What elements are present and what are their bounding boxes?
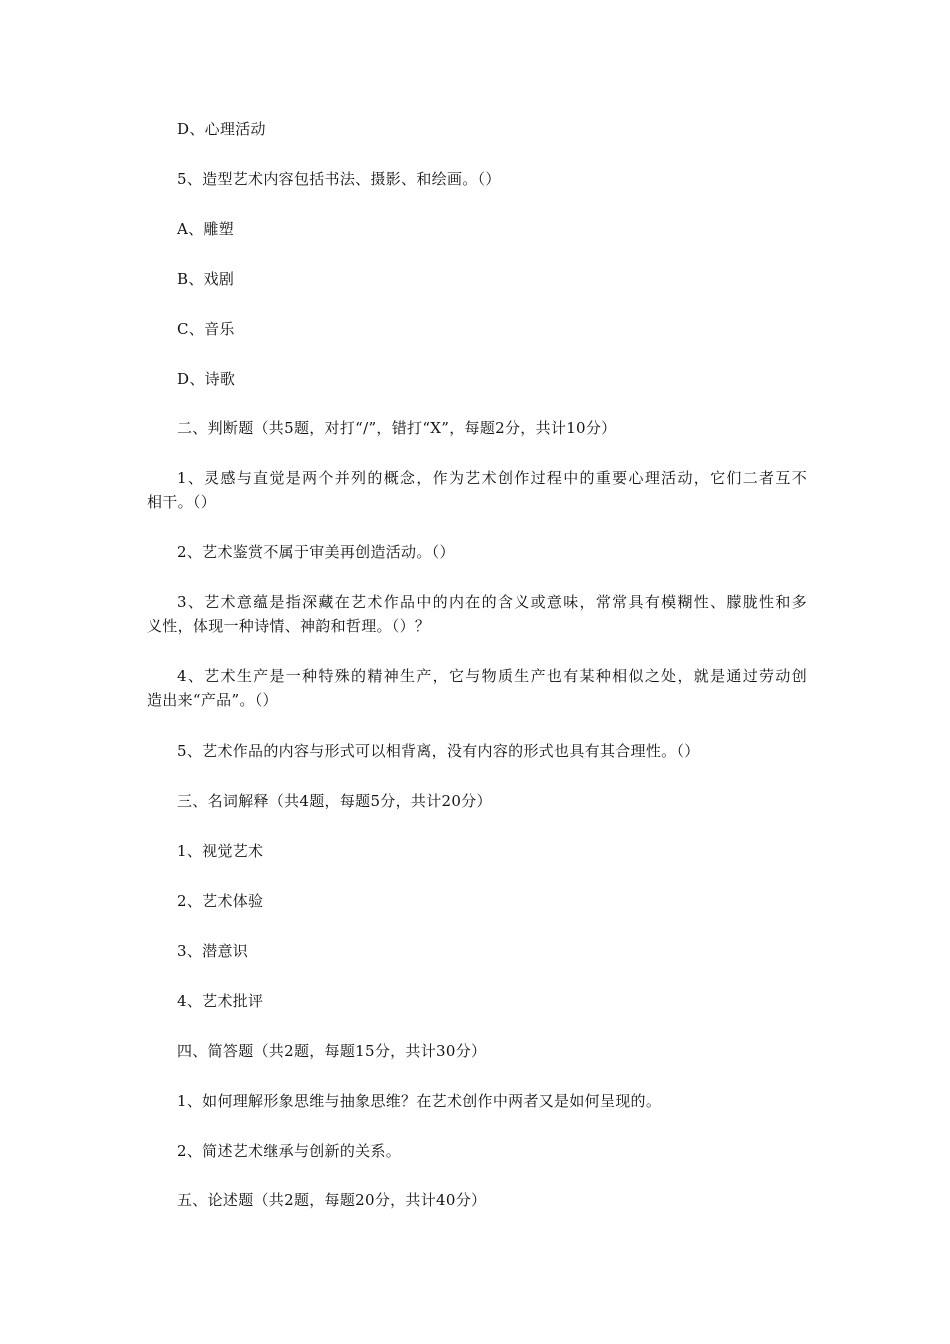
- term-1-visual-art: 1、视觉艺术: [177, 842, 264, 860]
- judge-question-4-line-1: 4、艺术生产是一种特殊的精神生产，它与物质生产也有某种相似之处，就是通过劳动创: [177, 667, 807, 685]
- judge-question-4: [147, 664, 807, 712]
- option-b-drama: B、戏剧: [177, 270, 235, 288]
- term-4-art-criticism: 4、艺术批评: [177, 992, 264, 1010]
- judge-question-4-line-2: 造出来“产品”。（）: [147, 691, 278, 709]
- judge-question-5: 5、艺术作品的内容与形式可以相背离，没有内容的形式也具有其合理性。（）: [177, 742, 700, 760]
- section-4-heading: 四、简答题（共2题，每题15分，共计30分）: [177, 1042, 487, 1060]
- option-a-sculpture: A、雕塑: [177, 220, 235, 238]
- section-2-heading: 二、判断题（共5题，对打“/”，错打“X”，每题2分，共计10分）: [177, 419, 617, 437]
- section-3-heading: 三、名词解释（共4题，每题5分，共计20分）: [177, 792, 492, 810]
- short-answer-2: 2、简述艺术继承与创新的关系。: [177, 1142, 402, 1160]
- judge-question-1-line-1: 1、灵感与直觉是两个并列的概念，作为艺术创作过程中的重要心理活动，它们二者互不: [177, 469, 807, 487]
- judge-question-2: 2、艺术鉴赏不属于审美再创造活动。（）: [177, 543, 455, 561]
- option-d-poetry: D、诗歌: [177, 370, 236, 388]
- option-d-psych-activity: D、心理活动: [177, 120, 266, 138]
- question-5-plastic-arts: 5、造型艺术内容包括书法、摄影、和绘画。（）: [177, 170, 501, 188]
- section-5-heading: 五、论述题（共2题，每题20分，共计40分）: [177, 1191, 487, 1209]
- judge-question-3-line-2: 义性，体现一种诗情、神韵和哲理。（）？: [147, 617, 431, 635]
- judge-question-1: [147, 466, 807, 514]
- judge-question-3: [147, 590, 807, 638]
- judge-question-1-line-2: 相干。（）: [147, 493, 217, 511]
- term-3-subconscious: 3、潜意识: [177, 942, 249, 960]
- short-answer-1: 1、如何理解形象思维与抽象思维？在艺术创作中两者又是如何呈现的。: [177, 1092, 662, 1110]
- option-c-music: C、音乐: [177, 320, 235, 338]
- judge-question-3-line-1: 3、艺术意蕴是指深藏在艺术作品中的内在的含义或意味，常常具有模糊性、朦胧性和多: [177, 593, 807, 611]
- term-2-art-experience: 2、艺术体验: [177, 892, 264, 910]
